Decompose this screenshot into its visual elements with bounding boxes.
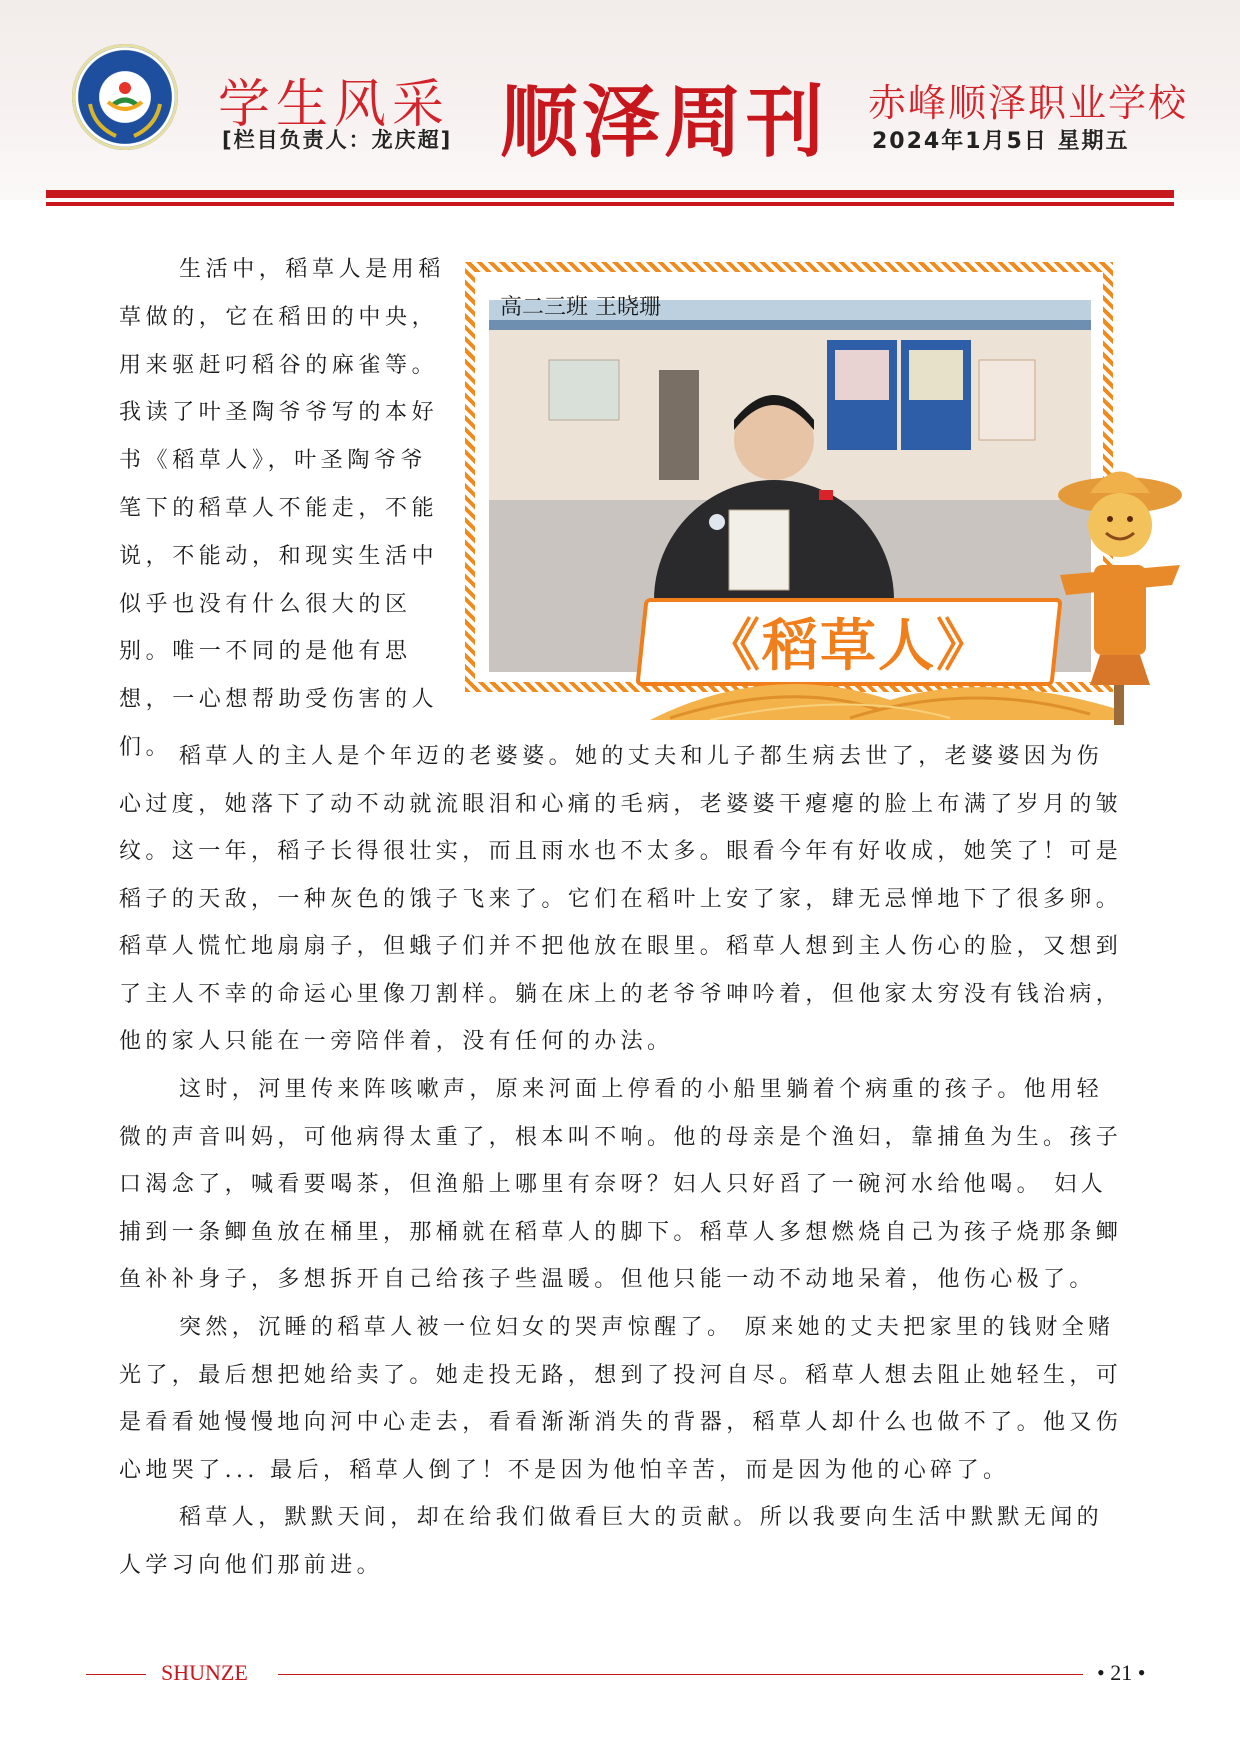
article-paragraph-4: 稻草人，默默天间，却在给我们做看巨大的贡献。所以我要向生活中默默无闻的人学习向他们那前进。 — [119, 1505, 1104, 1578]
footer-rule-left — [86, 1674, 146, 1675]
title-banner-text: 《稻草人》 — [704, 614, 994, 679]
header-divider-thin — [46, 202, 1174, 206]
article-paragraph-3: 突然，沉睡的稻草人被一位妇女的哭声惊醒了。 原来她的丈夫把家里的钱财全赌光了，最后想把她给卖了。她走投无路，想到了投河自尽。稻草人想去阻止她轻生，可是看看她慢慢地向河中心走去，看看渐渐消失的背器，稻草人却什么也做不了。他又伤心地哭了... 最后，稻草人倒了！不是因为他怕辛苦，而是因为他的心碎了。 — [119, 1315, 1123, 1483]
photo-caption: 高二三班 王晓珊 — [500, 295, 661, 320]
footer-brand: SHUNZE — [161, 1660, 248, 1685]
magazine-title: 顺泽周刊 — [500, 78, 829, 168]
logo-emblem-icon — [72, 44, 178, 150]
school-name: 赤峰顺泽职业学校 — [868, 81, 1189, 125]
header-divider-thick — [46, 190, 1174, 198]
article-paragraph-1: 稻草人的主人是个年迈的老婆婆。她的丈夫和儿子都生病去世了，老婆婆因为伤心过度，她落下了动不动就流眼泪和心痛的毛病，老婆婆干瘪瘪的脸上布满了岁月的皱纹。这一年，稻子长得很壮实，而且雨水也不太多。眼看今年有好收成，她笑了！可是稻子的天敌，一种灰色的饿子飞来了。它们在稻叶上安了家，肆无忌惮地下了很多卵。稻草人慌忙地扇扇子，但蛾子们并不把他放在眼里。稻草人想到主人伤心的脸，又想到了主人不幸的命运心里像刀割样。躺在床上的老爷爷呻吟着，但他家太穷没有钱治病，他的家人只能在一旁陪伴着，没有任何的办法。 — [119, 744, 1123, 1054]
column-editor: [栏目负责人：龙庆超] — [222, 128, 453, 152]
article-paragraph-2: 这时，河里传来阵咳嗽声，原来河面上停看的小船里躺着个病重的孩子。他用轻微的声音叫妈，可他病得太重了，根本叫不响。他的母亲是个渔妇，靠捕鱼为生。孩子口渴念了，喊看要喝茶，但渔船上哪里有奈呀？妇人只好舀了一碗河水给他喝。 妇人捕到一条鲫鱼放在桶里，那桶就在稻草人的脚下。稻草人多想燃烧自己为孩子烧那条鲫鱼补补身子，多想拆开自己给孩子些温暖。但他只能一动不动地呆着，他伤心极了。 — [119, 1077, 1123, 1292]
issue-date: 2024年1月5日 星期五 — [872, 129, 1130, 154]
page-number: • 21 • — [1097, 1660, 1146, 1685]
article-intro-text: 生活中，稻草人是用稻草做的，它在稻田的中央，用来驱赶叼稻谷的麻雀等。我读了叶圣陶爷爷写的本好书《稻草人》，叶圣陶爷爷笔下的稻草人不能走，不能说，不能动，和现实生活中似乎也没有什么很大的区别。唯一不同的是他有思想，一心想帮助受伤害的人们。 — [119, 257, 446, 760]
school-logo — [72, 44, 178, 150]
section-title: 学生风采 — [218, 75, 451, 135]
scarecrow-illustration-icon — [1040, 455, 1200, 725]
article-intro — [119, 246, 451, 772]
footer-rule-right — [278, 1674, 1083, 1675]
